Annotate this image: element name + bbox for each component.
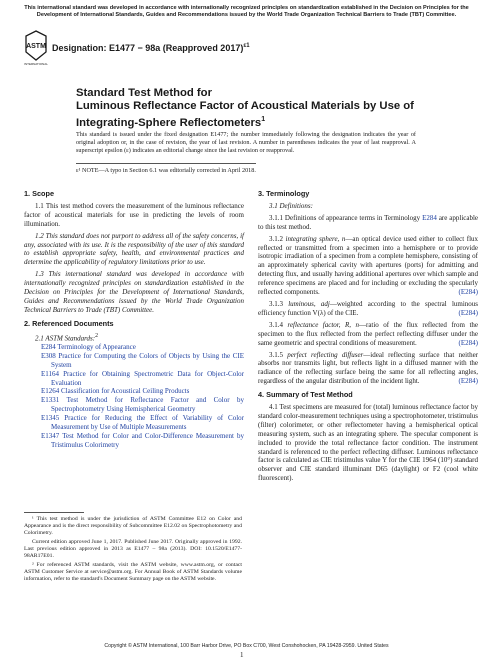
ref-item [33, 414, 244, 432]
tbt-notice: This international standard was developed in accordance with internationally recognized principles on standardization established in the Decision on Principles for the Development of International Standards, Guides and Recommendations issued by the World Trade Organization Technical Barriers to Trade (TBT) Committee. [24, 5, 469, 18]
ref-item [33, 343, 244, 352]
ref-title[interactable]: Test Method for Color and Color-Difference Measurement by Tristimulus Colorimetry [51, 431, 244, 449]
para-1-3-text: 1.3 This international standard was developed in accordance with internationally recognized principles on standardization established in the Decision on Principles for the Development of International Standards, Guides and Recommendations issued by the World Trade Organization Technical Barriers to Trade (TBT) Committee. [24, 270, 244, 314]
title-line2: Luminous Reflectance Factor of Acoustical Materials by Use of Integrating-Sphere Reflectometers [76, 100, 414, 129]
title-line1: Standard Test Method for [76, 87, 212, 99]
para-1-2-text: 1.2 This standard does not purport to address all of the safety concerns, if any, associated with its use. It is the responsibility of the user of this standard to establish appropriate safety, health, and environmental practices and determine the applicability of regulatory limitations prior to use. [24, 231, 244, 267]
title-footnote-mark: 1 [261, 116, 266, 123]
epsilon-note: ε¹ NOTE—A typo in Section 6.1 was editorially corrected in April 2018. [76, 167, 256, 174]
term-reflectance-factor: reflectance factor, R, n [287, 320, 359, 329]
ref-item [33, 370, 244, 388]
document-title [76, 87, 416, 130]
term-perfect-reflecting-diffuser: perfect reflecting diffuser [287, 350, 364, 359]
ref-link[interactable]: E308 [41, 351, 56, 360]
para-3-1-1 [258, 214, 478, 232]
para-3-1-1-text: 3.1.1 Definitions of appearance terms in Terminology [269, 213, 421, 222]
designation-text: Designation: E1477 − 98a (Reapproved 2017) [52, 43, 244, 53]
para-3-1-3 [258, 300, 478, 318]
ref-title[interactable]: Test Method for Reflectance Factor and Color by Spectrophotometry Using Hemispherical Geometry [51, 396, 244, 414]
left-column [24, 190, 244, 456]
designation [52, 43, 250, 53]
para-3-1-5 [258, 351, 478, 387]
footnotes [24, 516, 242, 585]
ref-link[interactable]: (E284) [458, 338, 478, 347]
para-3-1-3-num: 3.1.3 [269, 299, 283, 308]
section-4-heading: 4. Summary of Test Method [258, 390, 353, 400]
ref-title[interactable]: Terminology of Appearance [57, 342, 136, 351]
ref-link[interactable]: (E284) [458, 288, 478, 297]
para-2-1-text: 2.1 ASTM Standards: [35, 334, 96, 343]
ref-link[interactable]: E1331 [41, 396, 60, 405]
para-3-1-1-end: are applicable to this test method. [258, 213, 479, 231]
footnote-2: ² For referenced ASTM standards, visit the ASTM website, www.astm.org, or contact ASTM Customer Service at service@astm.org. For Annual Book of ASTM Standards volume information, refer to the standard's Document Summary page on the ASTM website. [24, 562, 242, 582]
para-1-1: 1.1 This test method covers the measurement of the luminous reflectance factor of acoustical materials for use in predicting the levels of room illumination. [24, 201, 244, 228]
designation-epsilon: ε1 [243, 43, 250, 49]
ref-item [33, 387, 244, 396]
para-3-1-4-text: —ratio of the flux reflected from the specimen to the flux reflected from the perfect reflecting diffuser under the same geometric and spectral conditions of measurement. [258, 320, 478, 347]
section-1-heading: 1. Scope [24, 189, 55, 198]
ref-link[interactable]: (E284) [458, 308, 478, 317]
ref-item [33, 396, 244, 414]
right-column [258, 190, 478, 486]
divider [76, 163, 256, 164]
referenced-documents-list [33, 343, 244, 450]
section-3-heading: 3. Terminology [258, 189, 310, 198]
ref-title[interactable]: Practice for Computing the Colors of Objects by Using the CIE System [51, 351, 244, 369]
ref-link[interactable]: (E284) [458, 377, 478, 386]
para-3-1-4-num: 3.1.4 [269, 320, 283, 329]
footnote-mark-2: 2 [95, 332, 99, 339]
page-number: 1 [240, 651, 244, 659]
para-3-1-2-num: 3.1.2 [269, 234, 283, 243]
para-4-1: 4.1 Test specimens are measured for (total) luminous reflectance factor by standard color-measurement techniques using a spectrophotometer, tristimulus (filter) colorimeter, or other reflectometer having a hemispherical optical measuring system, such as an integrating sphere. The specular component is included to provide the total reflectance factor condition. The instrument standard is referenced to the perfect reflecting diffuser. Luminous reflectance factor is calculated as CIE tristimulus value Y for the CIE 1964 (10°) standard observer and CIE standard illuminant D65 (daylight) or F2 (cool white fluorescent). [258, 403, 478, 483]
footnote-divider [24, 512, 84, 513]
para-1-2 [24, 232, 244, 268]
para-3-1-2 [258, 235, 478, 297]
term-luminous: luminous, adj [288, 299, 330, 308]
para-3-1-4 [258, 321, 478, 348]
para-3-1-5-text: —ideal reflecting surface that neither absorbs nor transmits light, but reflects light in a diffused manner with the radiance of the reflecting surface being the same for all reflecting angles, regardless of the angular distribution of the incident light. [258, 350, 479, 386]
ref-link[interactable]: E1347 [41, 431, 60, 440]
ref-link[interactable]: E1164 [41, 369, 60, 378]
para-1-3 [24, 270, 244, 315]
svg-text:ASTM: ASTM [26, 43, 46, 50]
logo-caption: INTERNATIONAL [24, 62, 48, 66]
para-3-1-2-text: —an optical device used either to collect flux reflected or transmitted from a specimen into a hemisphere or to provide isotropic irradiation of a specimen from a complete hemisphere, consisting of an approximately spherical cavity with apertures (ports) for admitting and detecting flux, and usually having additional apertures over which sample and reference specimens are placed and for including or excluding the specularly reflected components. [258, 234, 479, 297]
standard-note: This standard is issued under the fixed designation E1477; the number immediately following the designation indicates the year of original adoption or, in the case of revision, the year of last revision. A number in parentheses indicates the year of last reapproval. A superscript epsilon (ε) indicates an editorial change since the last revision or reapproval. [76, 131, 416, 154]
para-3-1-text: 3.1 Definitions: [269, 201, 313, 210]
ref-title[interactable]: Classification for Acoustical Ceiling Products [61, 387, 190, 396]
ref-link[interactable]: E284 [41, 342, 56, 351]
ref-item [33, 432, 244, 450]
ref-item [33, 352, 244, 370]
ref-link[interactable]: E284 [422, 213, 437, 222]
term-integrating-sphere: integrating sphere, n [285, 234, 346, 243]
para-3-1-5-num: 3.1.5 [269, 350, 283, 359]
copyright-footer: Copyright © ASTM International, 100 Barr Harbor Drive, PO Box C700, West Conshohocken, PA 19428-2959. United States [104, 643, 389, 649]
footnote-1: ¹ This test method is under the jurisdiction of ASTM Committee E12 on Color and Appearance and is the direct responsibility of Subcommittee E12.02 on Spectrophotometry and Colorimetry. [24, 516, 242, 536]
para-2-1 [24, 332, 244, 343]
ref-title[interactable]: Practice for Obtaining Spectrometric Data for Object-Color Evaluation [51, 369, 245, 387]
para-3-1 [258, 202, 478, 211]
footnote-1-edition: Current edition approved June 1, 2017. Published June 2017. Originally approved in 1992. Last previous edition approved in 2013 as E1477 – 98a (2013). DOI: 10.1520/E1477-98AR17E01. [24, 539, 242, 559]
ref-link[interactable]: E1345 [41, 414, 60, 423]
para-3-1-3-text: —weighted according to the spectral luminous efficiency function V(λ) of the CIE. [258, 299, 479, 317]
astm-logo [24, 30, 48, 66]
ref-title[interactable]: Practice for Reducing the Effect of Variability of Color Measurement by Use of Multiple Measurements [51, 414, 244, 432]
ref-link[interactable]: E1264 [41, 387, 60, 396]
section-2-heading: 2. Referenced Documents [24, 318, 114, 328]
